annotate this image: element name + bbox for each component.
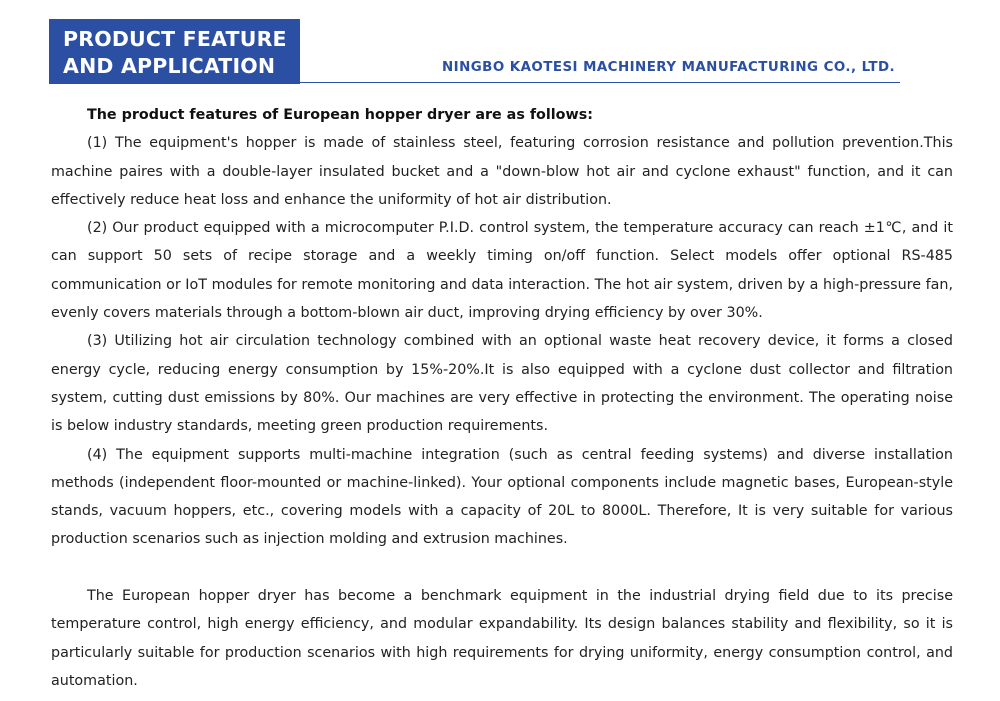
features-heading: The product features of European hopper dryer are as follows: (87, 107, 593, 123)
feature-paragraph-3: (3) Utilizing hot air circulation technology combined with an optional waste heat recovery device, it forms a closed energy cycle, reducing energy consumption by 15%-20%.It is also equipped with a cyclone dust collector and filtration system, cutting dust emissions by 80%. Our machines are very effective in protecting the environment. The operating noise is below industry standards, meeting green production requirements. (51, 333, 953, 435)
section-title-banner (49, 19, 300, 84)
feature-paragraph-1: (1) The equipment's hopper is made of stainless steel, featuring corrosion resistance and pollution prevention.This machine paires with a double-layer insulated bucket and a "down-blow hot air and cyclone exhaust" function, and it can effectively reduce heat loss and enhance the uniformity of hot air distribution. (51, 135, 953, 208)
paragraph-spacer (51, 554, 953, 582)
feature-paragraph-2: (2) Our product equipped with a microcomputer P.I.D. control system, the temperature accuracy can reach ±1℃, and it can support 50 sets of recipe storage and a weekly timing on/off function. Select models offer optional RS-485 communication or IoT modules for remote monitoring and data interaction. The hot air system, driven by a high-pressure fan, evenly covers materials through a bottom-blown air duct, improving drying efficiency by over 30%. (51, 220, 953, 322)
article-body (51, 101, 953, 695)
company-name: NINGBO KAOTESI MACHINERY MANUFACTURING CO., LTD. (442, 60, 896, 75)
feature-paragraph-4: (4) The equipment supports multi-machine integration (such as central feeding systems) and diverse installation methods (independent floor-mounted or machine-linked). Your optional components include magnetic bases, European-style stands, vacuum hoppers, etc., covering models with a capacity of 20L to 8000L. Therefore, It is very suitable for various production scenarios such as injection molding and extrusion machines. (51, 446, 953, 548)
section-title-line-1: PRODUCT FEATURE (63, 27, 287, 51)
section-title-line-2: AND APPLICATION (63, 54, 276, 78)
header-divider (300, 82, 900, 83)
summary-paragraph: The European hopper dryer has become a benchmark equipment in the industrial drying field due to its precise temperature control, high energy efficiency, and modular expandability. Its design balances stability and flexibility, so it is particularly suitable for production scenarios with high requirements for drying uniformity, energy consumption control, and automation. (51, 588, 953, 689)
